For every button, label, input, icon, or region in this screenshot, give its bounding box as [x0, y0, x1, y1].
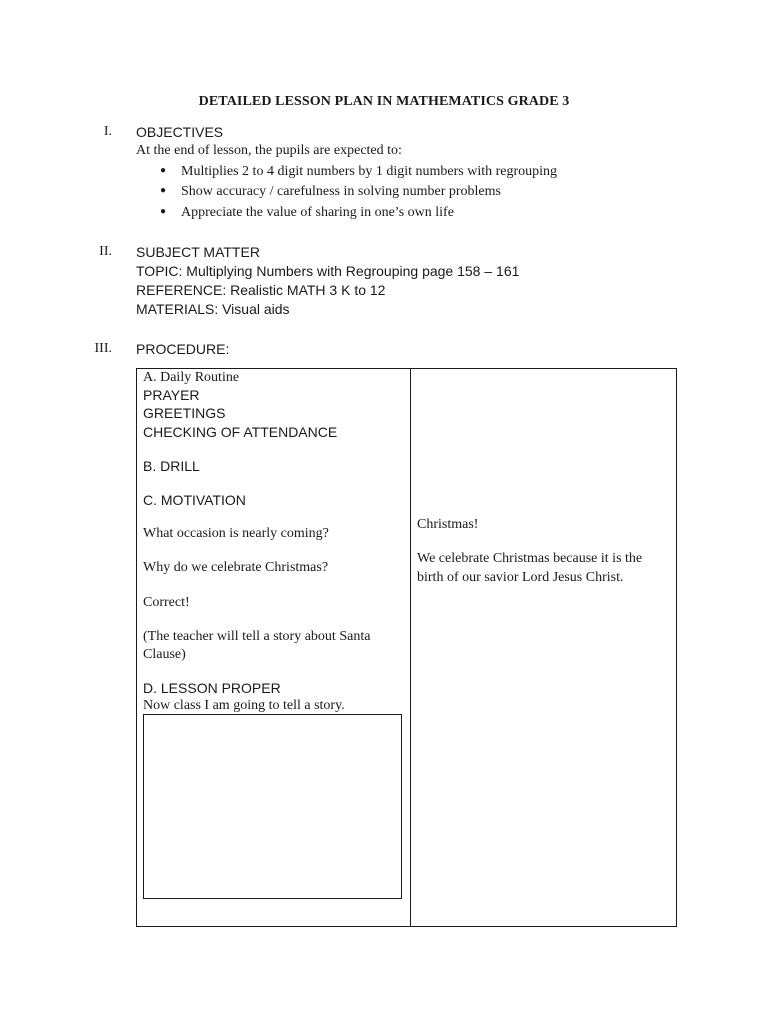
pupil-answer-2-line-1: We celebrate Christmas because it is the — [417, 551, 643, 566]
section-heading-objectives: OBJECTIVES — [136, 124, 224, 140]
subject-materials: MATERIALS: Visual aids — [136, 301, 290, 317]
document-title: DETAILED LESSON PLAN IN MATHEMATICS GRADE 3 — [198, 94, 570, 109]
table-column-divider — [410, 369, 411, 926]
teacher-story-intro: Now class I am going to tell a story. — [143, 698, 345, 713]
teacher-story-note-line-1: (The teacher will tell a story about Santa — [143, 629, 371, 644]
objective-item: Show accuracy / carefulness in solving number problems — [181, 184, 501, 199]
subject-topic: TOPIC: Multiplying Numbers with Regrouping page 158 – 161 — [136, 263, 520, 279]
teacher-question-2: Why do we celebrate Christmas? — [143, 560, 329, 575]
routine-greetings: GREETINGS — [143, 405, 226, 421]
bullet-icon: ● — [160, 206, 167, 217]
bullet-icon: ● — [160, 185, 167, 196]
section-heading-procedure: PROCEDURE: — [136, 341, 230, 357]
step-daily-routine: A. Daily Routine — [143, 370, 240, 385]
section-number-subject-matter: II. — [99, 244, 112, 259]
teacher-story-note-line-2: Clause) — [143, 647, 186, 662]
step-lesson-proper: D. LESSON PROPER — [143, 680, 281, 696]
objectives-intro: At the end of lesson, the pupils are expected to: — [136, 143, 402, 158]
routine-attendance: CHECKING OF ATTENDANCE — [143, 424, 338, 440]
step-motivation: C. MOTIVATION — [143, 492, 246, 508]
step-drill: B. DRILL — [143, 458, 200, 474]
section-heading-subject-matter: SUBJECT MATTER — [136, 244, 260, 260]
story-box — [143, 714, 402, 899]
routine-prayer: PRAYER — [143, 387, 200, 403]
teacher-correct: Correct! — [143, 595, 190, 610]
section-number-procedure: III. — [94, 341, 112, 356]
objective-item: Multiplies 2 to 4 digit numbers by 1 digit numbers with regrouping — [181, 164, 558, 179]
bullet-icon: ● — [160, 165, 167, 176]
subject-reference: REFERENCE: Realistic MATH 3 K to 12 — [136, 282, 386, 298]
pupil-answer-1: Christmas! — [417, 517, 479, 532]
objective-item: Appreciate the value of sharing in one’s own life — [181, 205, 454, 220]
pupil-answer-2-line-2: birth of our savior Lord Jesus Christ. — [417, 570, 624, 585]
section-number-objectives: I. — [103, 124, 112, 139]
teacher-question-1: What occasion is nearly coming? — [143, 526, 329, 541]
